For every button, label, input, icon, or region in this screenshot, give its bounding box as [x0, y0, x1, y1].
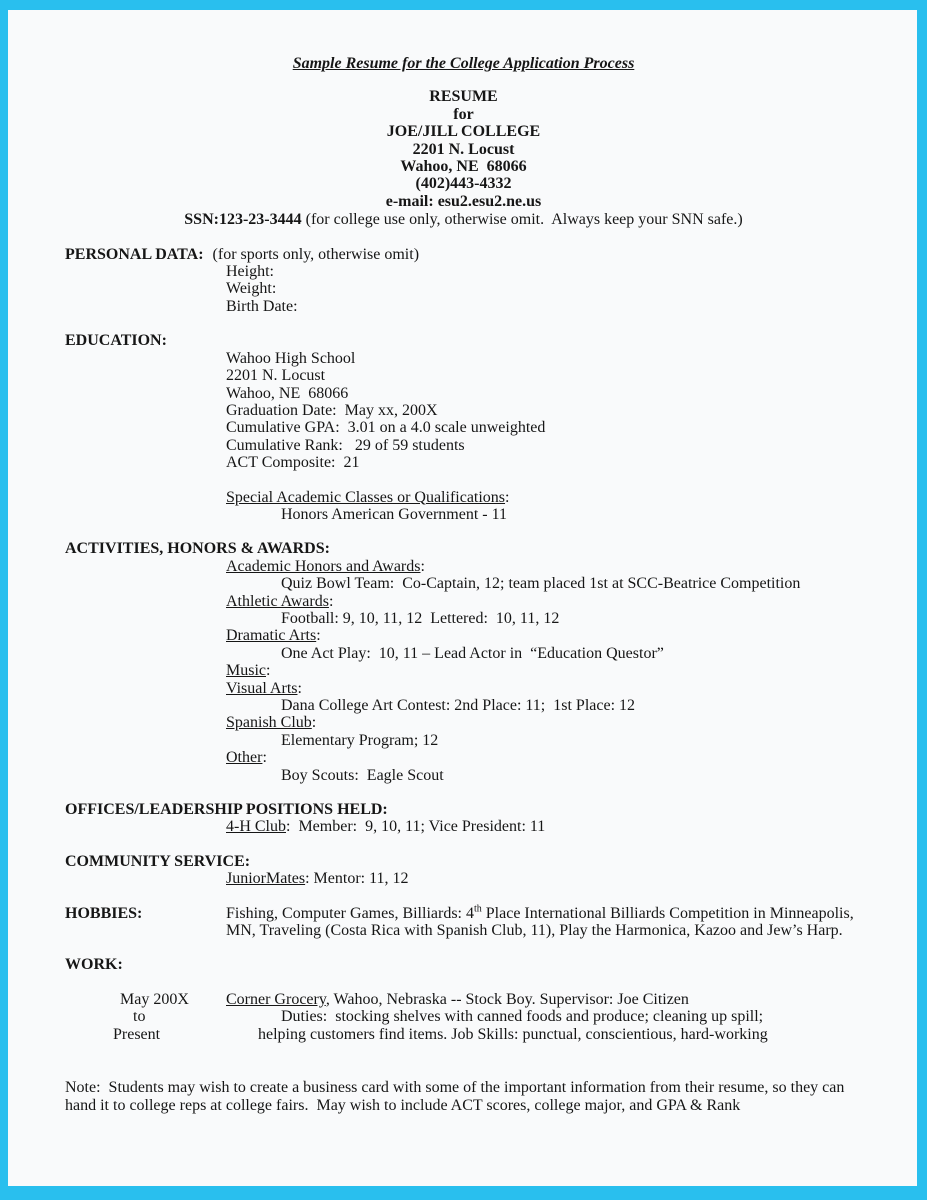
activity-item: Quiz Bowl Team: Co-Captain, 12; team placed 1st at SCC-Beatrice Competition [281, 575, 801, 593]
personal-data-field: Weight: [226, 280, 277, 298]
work-date-start: May 200X [120, 990, 189, 1008]
special-academic-colon: : [505, 488, 510, 506]
hobbies-ordinal-suffix: th [474, 903, 482, 915]
hobbies-text [226, 905, 862, 940]
section-education [65, 332, 862, 471]
personal-data-field: Birth Date: [226, 297, 298, 315]
personal-data-fields [65, 263, 862, 315]
resume-paper [8, 10, 917, 1186]
education-line: Wahoo High School [226, 349, 356, 367]
header-line: for [453, 105, 474, 123]
resume-content [8, 10, 917, 1114]
work-date-end: Present [113, 1025, 161, 1043]
activity-item: Dana College Art Contest: 2nd Place: 11; 1st Place: 12 [281, 697, 636, 714]
education-line: ACT Composite: 21 [226, 454, 360, 472]
ssn-note: (for college use only, otherwise omit. Always keep your SNN safe.) [301, 211, 743, 229]
header-line: JOE/JILL COLLEGE [386, 123, 541, 141]
education-line: Graduation Date: May xx, 200X [226, 401, 438, 419]
work-date-to: to [133, 1008, 146, 1026]
activity-group-label: Spanish Club: [226, 714, 317, 732]
community-org-detail: : Mentor: 11, 12 [305, 870, 409, 888]
activity-group-label: Academic Honors and Awards: [226, 557, 425, 575]
activities-groups [65, 558, 862, 784]
hobbies-text-end: Place International Billiards Competition in Minneapolis, MN, Traveling (Costa Rica with Spanish Club, 11), Play the Harmonica, Kazoo and Jew’s Harp. [226, 904, 858, 940]
personal-data-heading-label: PERSONAL DATA: [65, 245, 204, 263]
section-special-academic [65, 489, 862, 524]
community-org-name: JuniorMates [226, 870, 306, 888]
header-line: Wahoo, NE 68066 [400, 158, 527, 176]
hobbies-text-start: Fishing, Computer Games, Billiards: 4 [226, 904, 474, 922]
special-academic-item: Honors American Government - 11 [281, 505, 508, 523]
offices-club-detail: : Member: 9, 10, 11; Vice President: 11 [286, 818, 546, 836]
activity-group-label: Dramatic Arts: [226, 627, 321, 645]
header-lines [65, 88, 862, 210]
header-line: 2201 N. Locust [412, 140, 515, 158]
section-community-service [65, 853, 862, 888]
section-offices [65, 801, 862, 836]
header-line: e-mail: esu2.esu2.ne.us [385, 192, 542, 210]
education-lines [65, 350, 862, 472]
work-entry [65, 991, 862, 1043]
work-date-range [113, 991, 226, 1043]
community-heading: COMMUNITY SERVICE: [65, 852, 251, 870]
header-line: RESUME [429, 88, 498, 106]
section-activities [65, 540, 862, 784]
work-employer-line [226, 991, 862, 1008]
offices-club-name: 4-H Club [226, 818, 286, 836]
hobbies-heading: HOBBIES: [65, 904, 143, 922]
education-line: 2201 N. Locust [226, 367, 326, 385]
activity-item: One Act Play: 10, 11 – Lead Actor in “Education Questor” [281, 644, 664, 662]
resume-header-block [65, 88, 862, 228]
activity-item: Football: 9, 10, 11, 12 Lettered: 10, 11, 12 [281, 609, 560, 627]
activity-group-label: Other: [226, 749, 267, 767]
work-heading: WORK: [65, 956, 123, 974]
activity-item: Elementary Program; 12 [281, 731, 439, 749]
ssn-number: SSN:123-23-3444 [184, 211, 302, 229]
personal-data-note: (for sports only, otherwise omit) [212, 245, 420, 263]
activity-item: Boy Scouts: Eagle Scout [281, 766, 444, 784]
document-title: Sample Resume for the College Application Process [292, 55, 635, 72]
header-line: (402)443-4332 [415, 175, 512, 193]
community-item [226, 870, 862, 887]
special-academic-label-line [226, 489, 862, 506]
section-hobbies [65, 905, 862, 940]
education-line: Cumulative GPA: 3.01 on a 4.0 scale unweighted [226, 419, 546, 437]
activities-heading: ACTIVITIES, HONORS & AWARDS: [65, 540, 330, 558]
ssn-line [65, 211, 862, 228]
activity-group-label: Visual Arts: [226, 679, 302, 697]
work-description [226, 991, 862, 1043]
work-employer-name: Corner Grocery [226, 990, 326, 1008]
footer-note: Note: Students may wish to create a business card with some of the important information from their resume, so they can hand it to college reps at college fairs. May wish to include ACT scores, college major, and GPA & Rank [65, 1079, 849, 1114]
education-line: Wahoo, NE 68066 [226, 384, 349, 402]
section-work [65, 956, 862, 973]
section-personal-data [65, 246, 862, 316]
offices-heading: OFFICES/LEADERSHIP POSITIONS HELD: [65, 801, 388, 819]
offices-item [226, 818, 862, 835]
work-employer-detail: , Wahoo, Nebraska -- Stock Boy. Supervisor: Joe Citizen [325, 990, 689, 1008]
personal-data-heading [65, 246, 862, 263]
activity-group-label: Athletic Awards: [226, 592, 334, 610]
special-academic-label: Special Academic Classes or Qualifications [226, 488, 506, 506]
education-line: Cumulative Rank: 29 of 59 students [226, 436, 465, 454]
activity-group-label: Music: [226, 662, 271, 680]
personal-data-field: Height: [226, 263, 274, 281]
work-skills-line: helping customers find items. Job Skills: punctual, conscientious, hard-working [258, 1025, 768, 1043]
work-duties-line: Duties: stocking shelves with canned foods and produce; cleaning up spill; [281, 1008, 764, 1026]
education-heading: EDUCATION: [65, 332, 167, 350]
